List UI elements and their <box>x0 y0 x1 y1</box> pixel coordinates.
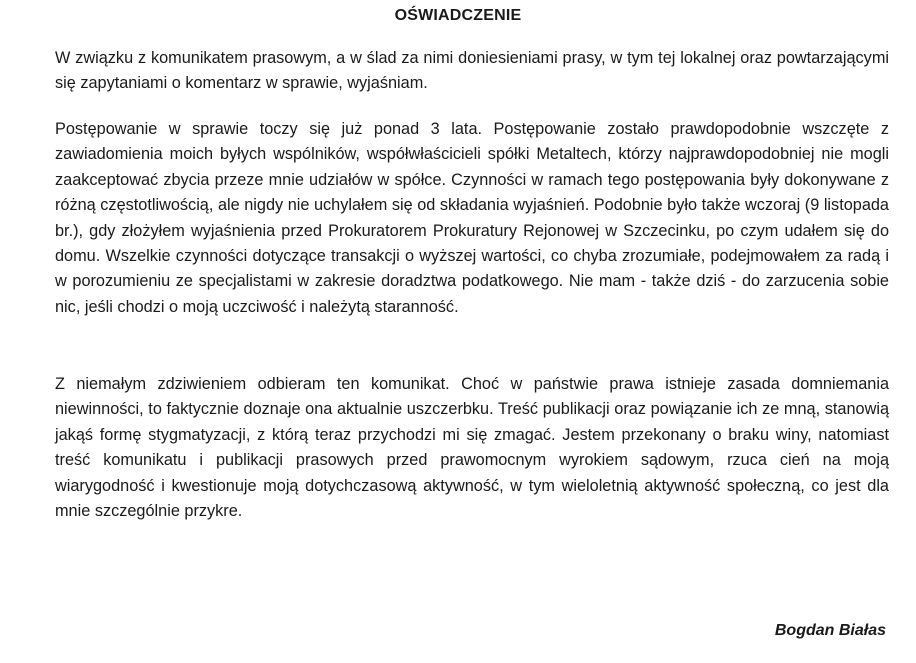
signature: Bogdan Białas <box>774 622 886 639</box>
paragraph-reaction: Z niemałym zdziwieniem odbieram ten komunikat. Choć w państwie prawa istnieje zasada domniemania niewinności, to faktycznie doznaje ona aktualnie uszczerbku. Treść publikacji oraz powiązanie ich ze mną, stanowią jakąś formę stygmatyzacji, z którą teraz przychodzi mi się zmagać. Jestem przekonany o braku winy, natomiast treść komunikatu i publikacji prasowych przed prawomocnym wyrokiem sądowym, rzuca cień na moją wiarygodność i kwestionuje moją dotychczasową aktywność, w tym wieloletnią aktywność społeczną, co jest dla mnie szczególnie przykre. <box>55 375 889 521</box>
paragraph-introduction: W związku z komunikatem prasowym, a w ślad za nimi doniesieniami prasy, w tym tej lokalnej oraz powtarzającymi się zapytaniami o komentarz w sprawie, wyjaśniam. <box>55 49 889 93</box>
paragraph-proceedings: Postępowanie w sprawie toczy się już ponad 3 lata. Postępowanie zostało prawdopodobnie wszczęte z zawiadomienia moich byłych wspólników, współwłaścicieli spółki Metaltech, którzy najprawdopodobniej nie mogli zaakceptować zbycia przeze mnie udziałów w spółce. Czynności w ramach tego postępowania były dokonywane z różną częstotliwością, ale nigdy nie uchylałem się od składania wyjaśnień. Podobnie było także wczoraj (9 listopada br.), gdy złożyłem wyjaśnienia przed Prokuratorem Prokuratury Rejonowej w Szczecinku, po czym udałem się do domu. Wszelkie czynności dotyczące transakcji o wyższej wartości, co chyba zrozumiałe, podejmowałem za radą i w porozumieniu ze specjalistami w zakresie doradztwa podatkowego. Nie mam - także dziś - do zarzucenia sobie nic, jeśli chodzi o moją uczciwość i należytą staranność. <box>55 120 889 316</box>
document-title: OŚWIADCZENIE <box>394 7 522 24</box>
